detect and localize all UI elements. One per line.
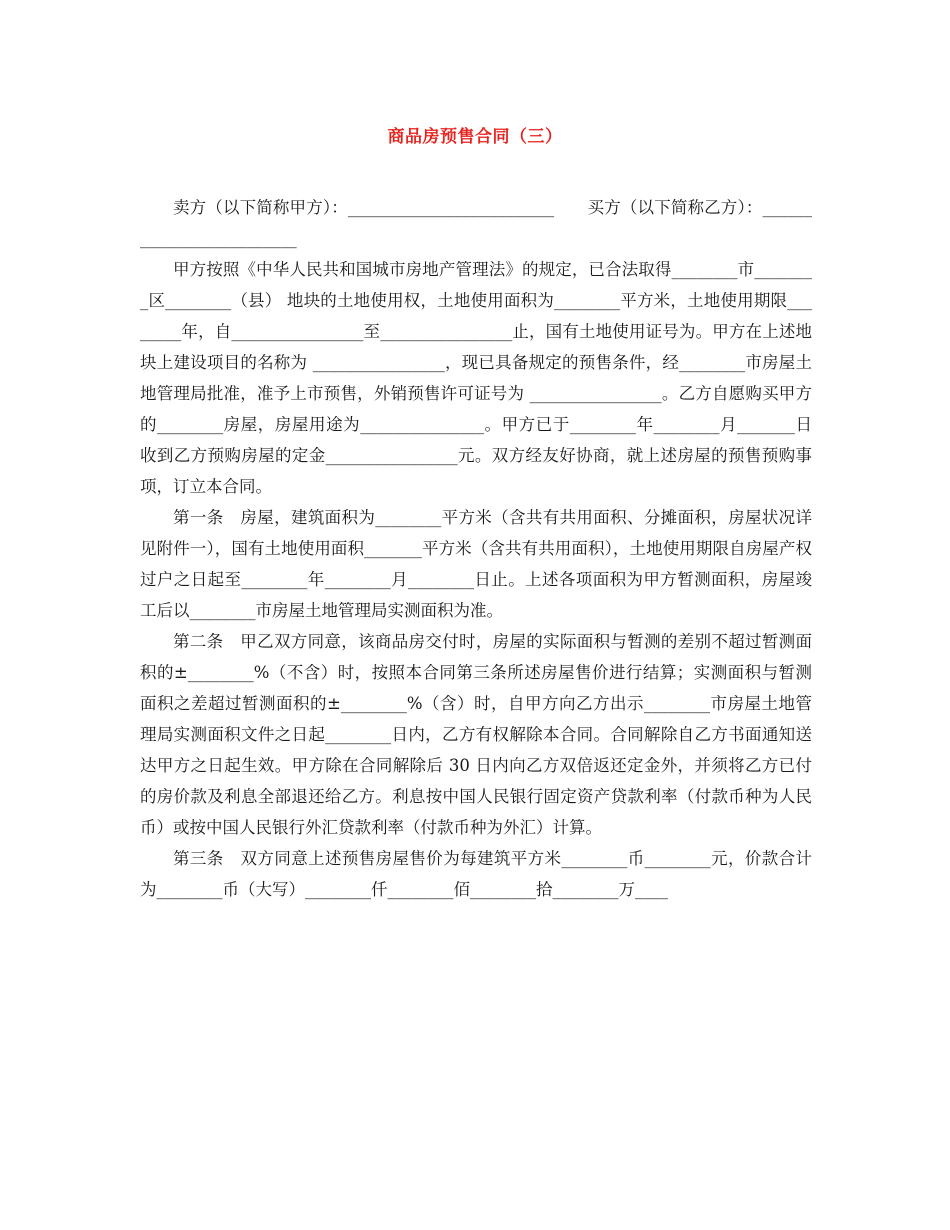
- preamble-paragraph: 甲方按照《中华人民共和国城市房地产管理法》的规定，已合法取得________市________区________（县） 地块的土地使用权，土地使用面积为________平方米，土地使用期限________年，自________________至________________止，国有土地使用证号为。甲方在上述地块上建设项目的名称为 ________________，现已具备规定的预售条件，经________市房屋土地管理局批准，准予上市预售，外销预售许可证号为 ________________。乙方自愿购买甲方的________房屋，房屋用途为_______________。甲方已于________年________月_______日收到乙方预购房屋的定金________________元。双方经友好协商，就上述房屋的预售预购事项，订立本合同。: [140, 260, 812, 496]
- article-2-paragraph: 第二条 甲乙双方同意，该商品房交付时，房屋的实际面积与暂测的差别不超过暂测面积的±________%（不含）时，按照本合同第三条所述房屋售价进行结算；实测面积与暂测面积之差超过暂测面积的±________%（含）时，自甲方向乙方出示________市房屋土地管理局实测面积文件之日起________日内，乙方有权解除本合同。合同解除自乙方书面通知送达甲方之日起生效。甲方除在合同解除后 30 日内向乙方双倍返还定金外，并须将乙方已付的房价款及利息全部退还给乙方。利息按中国人民银行固定资产贷款利率（付款币种为人民币）或按中国人民银行外汇贷款利率（付款币种为外汇）计算。: [140, 632, 812, 837]
- article-3-paragraph: 第三条 双方同意上述预售房屋售价为每建筑平方米________币________元，价款合计为________币（大写）________仟________佰________拾________万____: [140, 849, 812, 899]
- article-1-paragraph: 第一条 房屋，建筑面积为________平方米（含共有共用面积、分摊面积，房屋状况详见附件一），国有土地使用面积_______平方米（含共有共用面积），土地使用期限自房屋产权过户之日起至________年________月________日止。上述各项面积为甲方暂测面积，房屋竣工后以________市房屋土地管理局实测面积为准。: [140, 508, 812, 620]
- document-body: [140, 192, 812, 905]
- document-title: 商品房预售合同（三）: [387, 127, 563, 147]
- parties-paragraph: 卖方（以下简称甲方）：_________________________ 买方（以下简称乙方）：_________________________: [140, 198, 812, 248]
